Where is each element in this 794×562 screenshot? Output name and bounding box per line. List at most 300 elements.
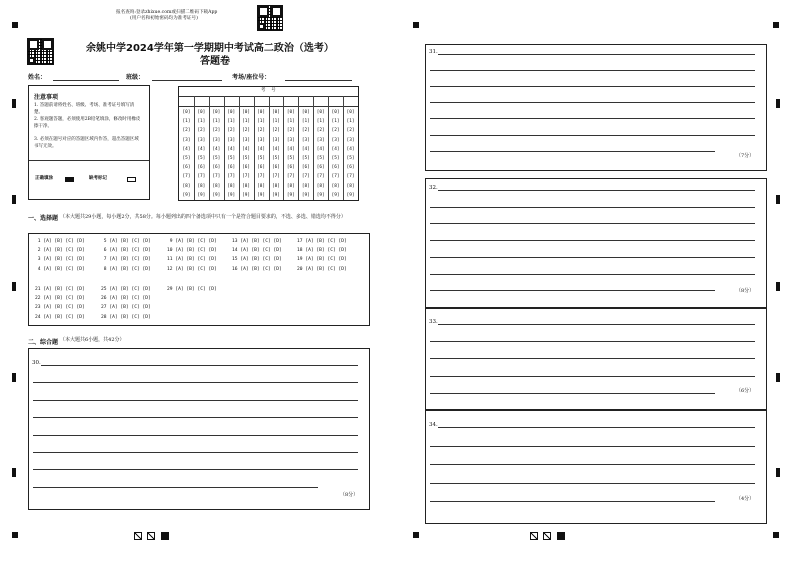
choice-number: 26: [101, 296, 110, 302]
exam-number-column[interactable]: [224, 108, 239, 200]
exam-digit-bubble[interactable]: [1]: [212, 119, 221, 125]
choice-options[interactable]: [A] [B] [C] [D]: [109, 239, 151, 244]
choice-question-27[interactable]: [101, 305, 151, 310]
choice-question-22[interactable]: [35, 296, 85, 301]
page-marker-hatched: [147, 532, 155, 540]
choice-question-25[interactable]: [101, 287, 151, 292]
choice-options[interactable]: [A] [B] [C] [D]: [43, 305, 85, 311]
exam-digit-bubble[interactable]: [3]: [227, 137, 236, 143]
choice-question-15[interactable]: [232, 257, 282, 262]
exam-number-column[interactable]: [328, 108, 343, 200]
page-title: 余姚中学2024学年第一学期期中考试高二政治（选考）: [86, 43, 334, 54]
exam-digit-bubble[interactable]: [7]: [331, 174, 340, 180]
choice-options[interactable]: [A] [B] [C] [D]: [109, 287, 151, 292]
exam-digit-bubble[interactable]: [0]: [182, 110, 191, 115]
exam-digit-bubble[interactable]: [8]: [301, 183, 310, 189]
exam-digit-bubble[interactable]: [3]: [271, 137, 280, 143]
section2-desc: （本大题共6小题，共42分）: [60, 337, 125, 343]
exam-digit-bubble[interactable]: [8]: [257, 183, 265, 189]
question-number-31: 31.: [429, 49, 438, 55]
choice-options[interactable]: [A] [B] [C] [D]: [109, 248, 151, 254]
choice-options[interactable]: [A] [B] [C] [D]: [43, 257, 85, 263]
qr-code-icon: [257, 5, 283, 31]
side-mark: [12, 99, 16, 108]
exam-digit-bubble[interactable]: [7]: [286, 174, 295, 180]
choice-question-26[interactable]: [101, 296, 151, 301]
answer-line[interactable]: [430, 135, 755, 136]
timing-mark: [12, 532, 18, 538]
answer-line[interactable]: [438, 190, 755, 191]
exam-digit-bubble[interactable]: [0]: [227, 110, 236, 115]
exam-digit-bubble[interactable]: [5]: [346, 156, 355, 162]
exam-digit-bubble[interactable]: [0]: [271, 110, 280, 115]
answer-line[interactable]: [41, 365, 358, 366]
answer-line[interactable]: [430, 501, 715, 502]
answer-line[interactable]: [430, 393, 715, 394]
exam-digit-bubble[interactable]: [6]: [271, 165, 280, 171]
exam-digit-bubble[interactable]: [3]: [286, 137, 295, 143]
score-31: （7分）: [736, 153, 755, 159]
answer-line[interactable]: [33, 382, 358, 383]
exam-number-grid: [178, 86, 359, 201]
exam-digit-bubble[interactable]: [6]: [182, 165, 191, 171]
choice-options[interactable]: [A] [B] [C] [D]: [305, 248, 347, 254]
answer-line[interactable]: [438, 427, 755, 428]
choice-question-23[interactable]: [35, 305, 85, 310]
exam-digit-bubble[interactable]: [1]: [257, 119, 265, 125]
exam-digit-bubble[interactable]: [1]: [301, 119, 310, 125]
exam-digit-bubble[interactable]: [4]: [346, 146, 355, 152]
choice-number: 17: [297, 239, 306, 244]
answer-line[interactable]: [430, 257, 755, 258]
choice-question-5[interactable]: [101, 239, 151, 244]
page-marker-hatched: [134, 532, 142, 540]
choice-number: 27: [101, 305, 110, 311]
answer-line[interactable]: [33, 487, 318, 488]
exam-digit-bubble[interactable]: [8]: [212, 183, 221, 189]
choice-question-9[interactable]: [167, 239, 217, 244]
choice-options[interactable]: [A] [B] [C] [D]: [175, 248, 217, 254]
exam-digit-bubble[interactable]: [6]: [301, 165, 310, 171]
exam-digit-bubble[interactable]: [4]: [227, 146, 236, 152]
exam-digit-bubble[interactable]: [2]: [286, 128, 295, 134]
exam-digit-bubble[interactable]: [2]: [197, 128, 206, 134]
exam-digit-bubble[interactable]: [7]: [346, 174, 355, 180]
name-field[interactable]: [53, 80, 119, 81]
exam-digit-bubble[interactable]: [2]: [346, 128, 355, 134]
choice-question-28[interactable]: [101, 315, 151, 320]
exam-digit-bubble[interactable]: [2]: [257, 128, 265, 134]
exam-digit-bubble[interactable]: [7]: [212, 174, 221, 180]
choice-question-10[interactable]: [167, 248, 217, 253]
choice-number: 13: [232, 239, 241, 244]
choice-options[interactable]: [A] [B] [C] [D]: [240, 257, 282, 263]
choice-options[interactable]: [A] [B] [C] [D]: [175, 287, 217, 292]
exam-digit-bubble[interactable]: [2]: [301, 128, 310, 134]
exam-digit-bubble[interactable]: [9]: [316, 192, 325, 198]
exam-digit-bubble[interactable]: [0]: [316, 110, 325, 115]
exam-digit-bubble[interactable]: [5]: [227, 156, 236, 162]
exam-digit-bubble[interactable]: [1]: [316, 119, 325, 125]
exam-digit-bubble[interactable]: [2]: [227, 128, 236, 134]
answer-line[interactable]: [33, 417, 358, 418]
notes-item-1: 1. 答题前请将姓名、班级、考场、准考证号填写清楚。: [34, 103, 135, 115]
answer-line[interactable]: [430, 240, 755, 241]
exam-digit-bubble[interactable]: [4]: [242, 146, 251, 152]
choice-question-11[interactable]: [167, 257, 217, 262]
exam-digit-bubble[interactable]: [7]: [301, 174, 310, 180]
name-label: 姓名：: [28, 74, 47, 81]
exam-digit-bubble[interactable]: [5]: [257, 156, 265, 162]
exam-digit-bubble[interactable]: [3]: [301, 137, 310, 143]
notes-heading: 注意事项: [34, 94, 59, 101]
exam-digit-bubble[interactable]: [2]: [242, 128, 251, 134]
exam-digit-bubble[interactable]: [1]: [182, 119, 191, 125]
answer-line[interactable]: [430, 86, 755, 87]
exam-digit-bubble[interactable]: [4]: [197, 146, 206, 152]
exam-digit-bubble[interactable]: [1]: [227, 119, 236, 125]
exam-digit-bubble[interactable]: [1]: [286, 119, 295, 125]
exam-digit-bubble[interactable]: [3]: [182, 137, 191, 143]
exam-digit-bubble[interactable]: [5]: [301, 156, 310, 162]
choice-question-14[interactable]: [232, 248, 282, 253]
exam-digit-bubble[interactable]: [8]: [271, 183, 280, 189]
choice-question-2[interactable]: [35, 248, 85, 253]
exam-number-column[interactable]: [313, 108, 328, 200]
exam-digit-bubble[interactable]: [9]: [197, 192, 206, 198]
exam-digit-bubble[interactable]: [8]: [286, 183, 295, 189]
exam-digit-bubble[interactable]: [7]: [227, 174, 236, 180]
exam-digit-bubble[interactable]: [6]: [197, 165, 206, 171]
choice-question-7[interactable]: [101, 257, 151, 262]
exam-digit-bubble[interactable]: [0]: [331, 110, 340, 115]
choice-answer-box: [28, 233, 370, 326]
choice-number: 28: [101, 314, 110, 320]
exam-digit-bubble[interactable]: [0]: [242, 110, 251, 115]
exam-digit-bubble[interactable]: [3]: [257, 137, 265, 143]
class-field[interactable]: [152, 80, 222, 81]
exam-digit-bubble[interactable]: [1]: [331, 119, 340, 125]
choice-number: 16: [232, 266, 241, 272]
choice-number: 14: [232, 248, 241, 254]
missing-mark-label: 缺考标记: [89, 176, 107, 181]
timing-mark: [773, 22, 779, 28]
choice-question-6[interactable]: [101, 248, 151, 253]
choice-number: 8: [101, 266, 110, 272]
exam-digit-bubble[interactable]: [0]: [197, 110, 206, 115]
choice-question-20[interactable]: [297, 267, 347, 272]
answer-line[interactable]: [430, 223, 755, 224]
side-mark: [776, 468, 780, 477]
exam-digit-bubble[interactable]: [2]: [212, 128, 221, 134]
exam-number-column[interactable]: [239, 108, 254, 200]
exam-digit-bubble[interactable]: [8]: [242, 183, 251, 189]
choice-number: 12: [167, 266, 176, 272]
choice-question-19[interactable]: [297, 257, 347, 262]
exam-digit-bubble[interactable]: [1]: [271, 119, 280, 125]
choice-number: 18: [297, 248, 306, 254]
question-number-34: 34.: [429, 422, 438, 428]
answer-box-33[interactable]: [425, 308, 767, 410]
choice-options[interactable]: [A] [B] [C] [D]: [43, 296, 85, 302]
answer-line[interactable]: [430, 274, 755, 275]
exam-digit-bubble[interactable]: [4]: [301, 146, 310, 152]
exam-digit-bubble[interactable]: [9]: [301, 192, 310, 198]
exam-digit-bubble[interactable]: [7]: [257, 174, 265, 180]
exam-digit-bubble[interactable]: [8]: [182, 183, 191, 189]
exam-digit-bubble[interactable]: [5]: [271, 156, 280, 162]
exam-digit-bubble[interactable]: [6]: [346, 165, 355, 171]
choice-question-17[interactable]: [297, 239, 347, 244]
class-label: 班级：: [126, 74, 145, 81]
score-33: （6分）: [736, 388, 755, 394]
exam-digit-bubble[interactable]: [8]: [346, 183, 355, 189]
choice-number: 9: [167, 239, 176, 244]
answer-line[interactable]: [430, 290, 715, 291]
exam-digit-bubble[interactable]: [4]: [316, 146, 325, 152]
exam-digit-bubble[interactable]: [5]: [197, 156, 206, 162]
answer-line[interactable]: [438, 54, 755, 55]
choice-question-16[interactable]: [232, 267, 282, 272]
choice-question-12[interactable]: [167, 267, 217, 272]
timing-mark: [413, 22, 419, 28]
choice-options[interactable]: [A] [B] [C] [D]: [43, 314, 85, 320]
exam-number-column[interactable]: [254, 108, 269, 200]
choice-number: 5: [101, 239, 110, 244]
exam-digit-bubble[interactable]: [5]: [286, 156, 295, 162]
exam-digit-bubble[interactable]: [6]: [286, 165, 295, 171]
exam-digit-bubble[interactable]: [7]: [182, 174, 191, 180]
choice-question-4[interactable]: [35, 267, 85, 272]
exam-digit-bubble[interactable]: [7]: [316, 174, 325, 180]
exam-digit-bubble[interactable]: [2]: [271, 128, 280, 134]
seat-field[interactable]: [285, 80, 352, 81]
choice-question-13[interactable]: [232, 239, 282, 244]
exam-digit-bubble[interactable]: [2]: [182, 128, 191, 134]
choice-options[interactable]: [A] [B] [C] [D]: [109, 266, 151, 272]
answer-line[interactable]: [438, 324, 755, 325]
choice-number: 23: [35, 305, 44, 311]
answer-line[interactable]: [430, 341, 755, 342]
exam-digit-bubble[interactable]: [9]: [271, 192, 280, 198]
exam-digit-bubble[interactable]: [3]: [197, 137, 206, 143]
exam-digit-bubble[interactable]: [6]: [212, 165, 221, 171]
exam-digit-bubble[interactable]: [6]: [227, 165, 236, 171]
page-marker-solid: [161, 532, 169, 540]
exam-digit-bubble[interactable]: [1]: [346, 119, 355, 125]
side-mark: [776, 373, 780, 382]
page-subtitle: 答题卷: [200, 56, 230, 67]
choice-question-1[interactable]: [35, 239, 85, 244]
answer-box-32[interactable]: [425, 178, 767, 308]
choice-options[interactable]: [A] [B] [C] [D]: [109, 257, 151, 263]
question-number-30: 30.: [32, 360, 41, 366]
exam-digit-bubble[interactable]: [8]: [331, 183, 340, 189]
exam-digit-bubble[interactable]: [9]: [331, 192, 340, 198]
choice-number: 24: [35, 314, 44, 320]
answer-box-30[interactable]: [28, 348, 370, 510]
choice-number: 21: [35, 287, 44, 292]
choice-number: 11: [167, 257, 176, 263]
choice-question-21[interactable]: [35, 287, 85, 292]
question-number-32: 32.: [429, 185, 438, 191]
choice-number: 4: [35, 266, 44, 272]
exam-digit-bubble[interactable]: [9]: [212, 192, 221, 198]
answer-line[interactable]: [430, 464, 755, 465]
correct-fill-label: 正确填涂: [35, 176, 53, 181]
exam-digit-bubble[interactable]: [0]: [257, 110, 265, 115]
choice-number: 19: [297, 257, 306, 263]
exam-digit-bubble[interactable]: [8]: [316, 183, 325, 189]
choice-number: 29: [167, 287, 176, 292]
exam-digit-bubble[interactable]: [2]: [331, 128, 340, 134]
exam-digit-bubble[interactable]: [5]: [242, 156, 251, 162]
exam-digit-bubble[interactable]: [2]: [316, 128, 325, 134]
exam-digit-bubble[interactable]: [0]: [286, 110, 295, 115]
exam-digit-bubble[interactable]: [0]: [301, 110, 310, 115]
choice-number: 10: [167, 248, 176, 254]
exam-digit-bubble[interactable]: [9]: [257, 192, 265, 198]
exam-digit-bubble[interactable]: [6]: [331, 165, 340, 171]
exam-digit-bubble[interactable]: [5]: [316, 156, 325, 162]
side-mark: [776, 99, 780, 108]
exam-digit-bubble[interactable]: [6]: [257, 165, 265, 171]
exam-digit-bubble[interactable]: [8]: [197, 183, 206, 189]
exam-number-column[interactable]: [269, 108, 284, 200]
timing-mark: [773, 532, 779, 538]
exam-digit-bubble[interactable]: [4]: [212, 146, 221, 152]
answer-line[interactable]: [430, 358, 755, 359]
exam-digit-bubble[interactable]: [0]: [346, 110, 355, 115]
choice-options[interactable]: [A] [B] [C] [D]: [240, 266, 282, 272]
exam-digit-bubble[interactable]: [9]: [242, 192, 251, 198]
exam-digit-bubble[interactable]: [4]: [182, 146, 191, 152]
exam-digit-bubble[interactable]: [7]: [271, 174, 280, 180]
choice-options[interactable]: [A] [B] [C] [D]: [109, 314, 151, 320]
choice-number: 2: [35, 248, 44, 254]
section2-heading: 二、综合题: [28, 339, 59, 346]
choice-options[interactable]: [A] [B] [C] [D]: [175, 266, 217, 272]
exam-digit-bubble[interactable]: [9]: [182, 192, 191, 198]
answer-line[interactable]: [430, 70, 755, 71]
answer-line[interactable]: [33, 435, 358, 436]
score-32: （8分）: [736, 288, 755, 294]
choice-options[interactable]: [A] [B] [C] [D]: [305, 239, 347, 244]
answer-line[interactable]: [430, 118, 755, 119]
notes-item-2: 2. 客观题答题，必须使用2B铅笔填涂，修改时用橡皮擦干净。: [34, 117, 141, 129]
question-number-33: 33.: [429, 319, 438, 325]
answer-line[interactable]: [430, 102, 755, 103]
choice-number: 22: [35, 296, 44, 302]
side-mark: [12, 373, 16, 382]
choice-options[interactable]: [A] [B] [C] [D]: [240, 239, 282, 244]
exam-digit-bubble[interactable]: [9]: [227, 192, 236, 198]
side-mark: [12, 282, 16, 291]
exam-number-column[interactable]: [194, 108, 209, 200]
exam-digit-bubble[interactable]: [4]: [331, 146, 340, 152]
choice-question-18[interactable]: [297, 248, 347, 253]
exam-number-column[interactable]: [343, 108, 358, 200]
answer-line[interactable]: [430, 207, 755, 208]
exam-number-column[interactable]: [298, 108, 313, 200]
exam-digit-bubble[interactable]: [0]: [212, 110, 221, 115]
exam-digit-bubble[interactable]: [3]: [346, 137, 355, 143]
seat-label: 考场/座位号：: [232, 74, 271, 81]
answer-line[interactable]: [430, 483, 755, 484]
answer-line[interactable]: [430, 376, 755, 377]
exam-digit-bubble[interactable]: [3]: [316, 137, 325, 143]
choice-question-29[interactable]: [167, 287, 217, 292]
choice-options[interactable]: [A] [B] [C] [D]: [305, 266, 347, 272]
notes-divider: [29, 160, 149, 161]
exam-digit-bubble[interactable]: [4]: [257, 146, 265, 152]
choice-question-8[interactable]: [101, 267, 151, 272]
exam-digit-bubble[interactable]: [4]: [271, 146, 280, 152]
page-marker-solid: [557, 532, 565, 540]
choice-number: 15: [232, 257, 241, 263]
side-mark: [12, 468, 16, 477]
choice-options[interactable]: [A] [B] [C] [D]: [175, 257, 217, 263]
page-marker-hatched: [530, 532, 538, 540]
answer-line[interactable]: [33, 400, 358, 401]
answer-line[interactable]: [430, 151, 715, 152]
missing-mark-box[interactable]: [127, 177, 136, 182]
choice-options[interactable]: [A] [B] [C] [D]: [109, 305, 151, 311]
exam-digit-bubble[interactable]: [6]: [316, 165, 325, 171]
exam-digit-bubble[interactable]: [1]: [242, 119, 251, 125]
exam-digit-bubble[interactable]: [7]: [197, 174, 206, 180]
choice-question-24[interactable]: [35, 315, 85, 320]
choice-options[interactable]: [A] [B] [C] [D]: [43, 248, 85, 254]
exam-digit-bubble[interactable]: [3]: [331, 137, 340, 143]
choice-number: 1: [35, 239, 44, 244]
exam-number-column[interactable]: [283, 108, 298, 200]
exam-digit-bubble[interactable]: [7]: [242, 174, 251, 180]
exam-digit-bubble[interactable]: [9]: [346, 192, 355, 198]
exam-digit-bubble[interactable]: [6]: [242, 165, 251, 171]
exam-digit-bubble[interactable]: [5]: [331, 156, 340, 162]
exam-digit-bubble[interactable]: [3]: [212, 137, 221, 143]
choice-number: 25: [101, 287, 110, 292]
choice-question-3[interactable]: [35, 257, 85, 262]
exam-digit-bubble[interactable]: [1]: [197, 119, 206, 125]
choice-options[interactable]: [A] [B] [C] [D]: [240, 248, 282, 254]
answer-box-31[interactable]: [425, 44, 767, 171]
choice-options[interactable]: [A] [B] [C] [D]: [43, 239, 85, 244]
score-30: （8分）: [340, 492, 359, 498]
qr-code-icon: [27, 38, 54, 65]
exam-digit-bubble[interactable]: [5]: [182, 156, 191, 162]
answer-box-34[interactable]: [425, 410, 767, 524]
timing-mark: [413, 532, 419, 538]
choice-options[interactable]: [A] [B] [C] [D]: [175, 239, 217, 244]
choice-options[interactable]: [A] [B] [C] [D]: [305, 257, 347, 263]
exam-digit-bubble[interactable]: [4]: [286, 146, 295, 152]
choice-options[interactable]: [A] [B] [C] [D]: [109, 296, 151, 302]
answer-line[interactable]: [33, 469, 358, 470]
side-mark: [776, 282, 780, 291]
exam-number-column[interactable]: [209, 108, 224, 200]
exam-digit-bubble[interactable]: [9]: [286, 192, 295, 198]
answer-line[interactable]: [33, 452, 358, 453]
choice-options[interactable]: [A] [B] [C] [D]: [43, 266, 85, 272]
exam-digit-bubble[interactable]: [8]: [227, 183, 236, 189]
exam-number-column[interactable]: [179, 108, 194, 200]
exam-digit-bubble[interactable]: [5]: [212, 156, 221, 162]
exam-digit-bubble[interactable]: [3]: [242, 137, 251, 143]
answer-line[interactable]: [430, 446, 755, 447]
choice-options[interactable]: [A] [B] [C] [D]: [43, 287, 85, 292]
